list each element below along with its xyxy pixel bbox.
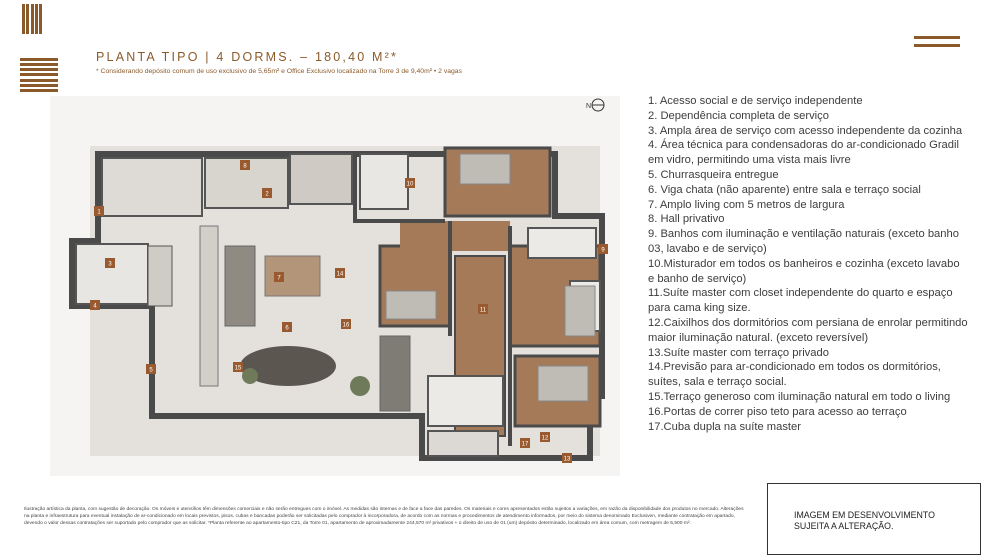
room-number-label: 17 xyxy=(521,441,529,448)
notice-line-2: SUJEITA A ALTERAÇÃO. xyxy=(794,521,894,531)
notice-line-1: IMAGEM EM DESENVOLVIMENTO xyxy=(794,510,935,520)
feature-item: 6. Viga chata (não aparente) entre sala e terraço social xyxy=(648,183,921,196)
north-compass-icon xyxy=(586,97,606,113)
north-label: N xyxy=(586,103,592,110)
features-list xyxy=(648,94,968,434)
brand-logo-lines xyxy=(20,58,58,92)
feature-item: 4. Área técnica para condensadoras do ar-condicionado Gradil em vidro, permitindo uma vista mais livre xyxy=(648,139,959,167)
service-room xyxy=(102,158,202,216)
feature-item: 10.Misturador em todos os banheiros e cozinha (exceto lavabo e banho de serviço) xyxy=(648,257,960,285)
feature-item: 5. Churrasqueira entregue xyxy=(648,168,779,181)
rug xyxy=(265,256,320,296)
feature-item: 14.Previsão para ar-condicionado em todos os dormitórios, suítes, sala e terraço social. xyxy=(648,361,941,389)
feature-item: 13.Suíte master com terraço privado xyxy=(648,346,829,359)
feature-item: 15.Terraço generoso com iluminação natural em todo o living xyxy=(648,390,951,403)
room-number-label: 10 xyxy=(406,181,414,188)
legal-disclaimer: Ilustração artística da planta, com sugestão de decoração. Os móveis e utensílios têm dimensões comerciais e não serão entregues com o imóvel. As medidas são internas e de face a face das paredes. Os materiais e cores apresentados estão sujeitos a variações, em razão da disponibilidade dos produtos no mercado. Alterações na planta e infraestrutura para eventual instalação de ar-condicionado em locais previstos, pisos, cubas e bancadas poderão ser solicitadas pelo comprador à incorporadora, de acordo com as normas e procedimentos de atendimento informados, por meio do sistema denominado Exclusiven, mediante contratação em apartado, devendo o valor dessas contratações ser suportado pelo comprador que as solicitar. *Planta referente ao apartamento-tipo C21, da Torre 01, apartamento de aproximadamente 244,570 m² privativos + o direito de uso de 01 (um) depósito determinado, localizado em área comum, com metragem de 5,500 m². xyxy=(24,507,744,526)
feature-item: 17.Cuba dupla na suíte master xyxy=(648,420,801,433)
deposit xyxy=(428,431,498,456)
elevator xyxy=(290,154,352,204)
room-number-label: 9 xyxy=(601,247,605,254)
room-number-label: 14 xyxy=(336,271,344,278)
corner-decoration xyxy=(914,36,960,47)
room-number-label: 15 xyxy=(234,365,242,372)
feature-item: 16.Portas de correr piso teto para acesso ao terraço xyxy=(648,405,907,418)
bed-master xyxy=(538,366,588,401)
room-number-label: 13 xyxy=(563,456,571,463)
room-number-label: 16 xyxy=(342,322,350,329)
room-number-label: 11 xyxy=(479,307,487,314)
bathroom-c xyxy=(428,376,503,426)
floor-plan-drawing xyxy=(50,96,620,476)
feature-item: 3. Ampla área de serviço com acesso independente da cozinha xyxy=(648,124,963,137)
feature-item: 1. Acesso social e de serviço independente xyxy=(648,95,863,107)
terrace-sofa xyxy=(380,336,410,411)
room-number-label: 12 xyxy=(541,435,549,442)
room-number-label: 1 xyxy=(97,209,101,216)
room-number-label: 5 xyxy=(149,367,153,374)
room-number-label: 2 xyxy=(265,191,269,198)
room-number-label: 3 xyxy=(108,261,112,268)
bed-2 xyxy=(386,291,436,319)
page-title: PLANTA TIPO | 4 DORMS. – 180,40 M²* xyxy=(96,50,399,64)
feature-item: 9. Banhos com iluminação e ventilação naturais (exceto banho 03, lavabo e de serviço) xyxy=(648,228,959,255)
bed-3 xyxy=(565,286,595,336)
feature-item: 7. Amplo living com 5 metros de largura xyxy=(648,198,845,211)
brand-logo-bars xyxy=(22,4,42,34)
floor-plan xyxy=(50,96,620,476)
page-subtitle: * Considerando depósito comum de uso exclusivo de 5,65m² e Office Exclusivo localizado na Torre 3 de 9,40m² • 2 vagas xyxy=(96,68,462,75)
kitchen-island xyxy=(200,226,218,386)
plant xyxy=(350,376,370,396)
room-number-label: 8 xyxy=(243,163,247,170)
plant-2 xyxy=(242,368,258,384)
hallway xyxy=(400,221,510,251)
bathroom-a xyxy=(528,228,596,258)
room-number-label: 4 xyxy=(93,303,97,310)
room-number-label: 7 xyxy=(277,275,281,282)
feature-item: 12.Caixilhos dos dormitórios com persiana de enrolar permitindo maior iluminação natural. (exceto reversível) xyxy=(648,316,968,344)
kitchen-counter xyxy=(148,246,172,306)
feature-item: 11.Suíte master com closet independente do quarto e espaço para cama king size. xyxy=(648,287,953,315)
lavabo xyxy=(360,154,408,209)
room-number-label: 6 xyxy=(285,325,289,332)
bed-1 xyxy=(460,154,510,184)
sofa xyxy=(225,246,255,326)
feature-item: 8. Hall privativo xyxy=(648,213,725,226)
feature-item: 2. Dependência completa de serviço xyxy=(648,109,829,122)
development-notice xyxy=(767,483,981,555)
laundry xyxy=(76,244,148,304)
